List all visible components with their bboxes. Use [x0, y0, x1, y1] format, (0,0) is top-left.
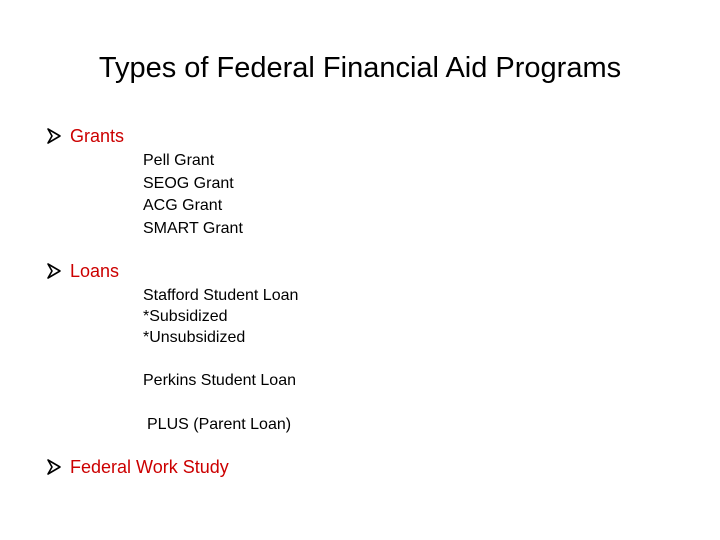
slide-title: Types of Federal Financial Aid Programs: [98, 52, 622, 84]
bullet-work-study: [45, 455, 229, 479]
loan-item: Perkins Student Loan: [143, 372, 296, 389]
bullet-label-loans: Loans: [70, 261, 120, 281]
bullet-label-grants: Grants: [70, 126, 125, 146]
loan-item: *Unsubsidized: [143, 329, 246, 346]
arrow-bullet-icon: [45, 262, 63, 280]
bullet-grants: [45, 124, 124, 148]
bullet-loans: [45, 259, 119, 283]
loan-item: Stafford Student Loan: [143, 287, 299, 304]
grant-item: SMART Grant: [143, 220, 243, 237]
loan-item: *Subsidized: [143, 308, 228, 325]
arrow-bullet-icon: [45, 458, 63, 476]
bullet-label-work-study: Federal Work Study: [70, 457, 229, 477]
grant-item: ACG Grant: [143, 197, 223, 214]
grant-item: Pell Grant: [143, 152, 215, 169]
loan-item: PLUS (Parent Loan): [147, 416, 292, 433]
arrow-bullet-icon: [45, 127, 63, 145]
grant-item: SEOG Grant: [143, 175, 234, 192]
